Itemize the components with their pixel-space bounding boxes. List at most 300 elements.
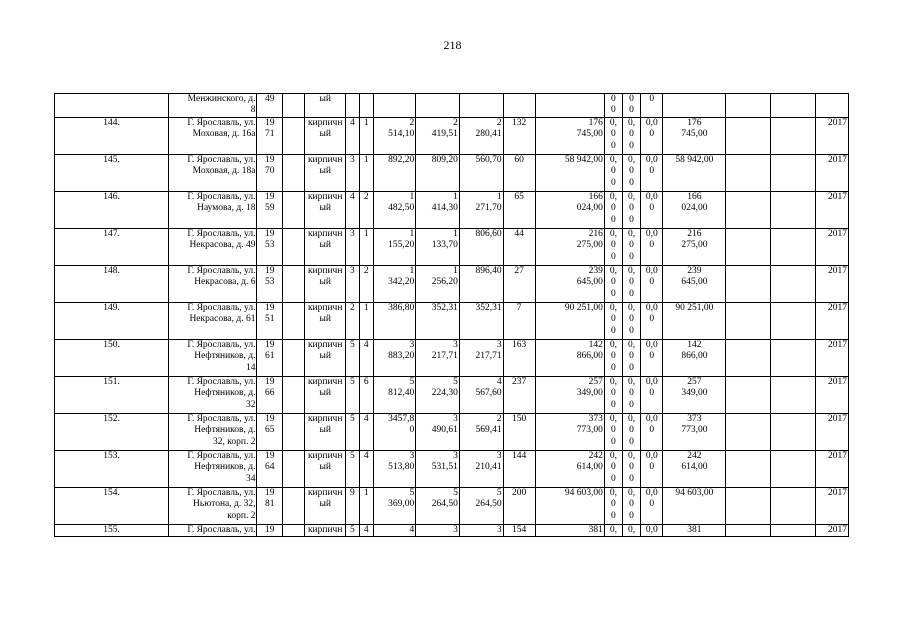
address-cell (169, 451, 257, 488)
cost-line: 242 (588, 451, 603, 461)
empty-cell (771, 340, 816, 377)
fund-1-line: 0 (611, 436, 616, 447)
area-living-cell (416, 118, 460, 155)
fund-2-line: 0 (629, 510, 634, 521)
area-residential-cell (459, 414, 503, 451)
build-year-line: 19 (265, 488, 275, 498)
fund-3-cell (641, 94, 663, 118)
wall-material-line: кирпичн (307, 229, 343, 239)
area-living-cell (416, 94, 460, 118)
wall-material-line: ый (319, 351, 331, 362)
table-row (55, 94, 849, 118)
fund-2-cell (622, 155, 640, 192)
empty-cell (726, 451, 771, 488)
build-year-line: 19 (265, 229, 275, 239)
empty-cell (726, 340, 771, 377)
row-number: 144. (55, 118, 169, 155)
area-living-line: 133,70 (431, 240, 458, 251)
entrances-cell: 4 (359, 451, 373, 488)
build-year-cell (257, 192, 283, 229)
build-year-cell (257, 340, 283, 377)
address-cell (169, 525, 257, 537)
fund-3-line: 0,0 (645, 525, 658, 535)
area-total-line: 514,10 (388, 129, 415, 140)
address-line: Нефтяников, д. (194, 388, 256, 399)
deadline-cell: 2017 (815, 488, 848, 525)
fund-2-cell (622, 377, 640, 414)
fund-3-cell (641, 377, 663, 414)
cost-cell (535, 155, 604, 192)
row-number: 147. (55, 229, 169, 266)
area-total-cell (373, 525, 416, 537)
area-residential-cell (459, 192, 503, 229)
area-total-line: 812,40 (388, 388, 415, 399)
fund-2-line: 0 (629, 425, 634, 436)
fund-1-line: 0 (611, 214, 616, 225)
cost-cell (535, 451, 604, 488)
area-residential-cell (459, 229, 503, 266)
total-cost-line: 216 (687, 229, 702, 239)
cost-line: 90 251,00 (564, 303, 603, 313)
build-year-line: 49 (265, 94, 275, 104)
fund-2-cell (622, 488, 640, 525)
address-line: Г. Ярославль, ул. (187, 340, 256, 350)
fund-2-cell (622, 414, 640, 451)
build-year-line: 59 (265, 203, 275, 214)
wall-material-cell (305, 488, 345, 525)
fund-2-line: 0 (629, 473, 634, 484)
address-line: 34 (245, 473, 256, 484)
address-line: Г. Ярославль, ул. (187, 303, 256, 313)
area-total-line: 5 (409, 377, 415, 387)
wall-material-cell (305, 155, 345, 192)
total-cost-line: 142 (687, 340, 702, 350)
fund-3-line: 0 (649, 425, 655, 436)
empty-cell (771, 229, 816, 266)
area-residential-line: 5 (496, 488, 502, 498)
wall-material-line: ый (319, 129, 331, 140)
area-living-cell (416, 377, 460, 414)
build-year-line: 19 (265, 155, 275, 165)
fund-2-line: 0, (627, 303, 636, 313)
empty-cell (283, 303, 305, 340)
fund-3-line: 0 (649, 166, 655, 177)
area-residential-cell (459, 488, 503, 525)
fund-2-cell (622, 525, 640, 537)
area-total-cell (373, 377, 416, 414)
total-cost-cell (663, 192, 726, 229)
address-line: Г. Ярославль, ул. (187, 192, 256, 202)
fund-3-cell (641, 340, 663, 377)
cost-line: 166 (588, 192, 603, 202)
fund-3-line: 0,0 (645, 377, 658, 387)
area-total-line: 3457,8 (388, 414, 415, 424)
area-living-cell (416, 340, 460, 377)
area-living-line: 490,61 (431, 425, 458, 436)
cost-cell (535, 266, 604, 303)
address-line: Ньютона, д. 32, (193, 499, 256, 510)
fund-2-cell (622, 94, 640, 118)
total-cost-line: 239 (687, 266, 702, 276)
build-year-line: 53 (265, 240, 275, 251)
address-line: Г. Ярославль, ул. (187, 118, 256, 128)
area-living-cell (416, 303, 460, 340)
fund-3-line: 0 (649, 462, 655, 473)
area-total-cell (373, 192, 416, 229)
fund-2-line: 0, (627, 340, 636, 350)
build-year-line: 19 (265, 525, 275, 535)
fund-2-line: 0 (629, 436, 634, 447)
deadline-cell: 2017 (815, 155, 848, 192)
wall-material-line: кирпичн (307, 451, 343, 461)
empty-cell (726, 525, 771, 537)
build-year-line: 66 (265, 388, 275, 399)
floors-cell: 5 (345, 414, 359, 451)
empty-cell (771, 266, 816, 303)
fund-3-line: 0 (649, 388, 655, 399)
area-residential-line: 217,71 (475, 351, 502, 362)
fund-3-cell (641, 488, 663, 525)
area-residential-cell (459, 118, 503, 155)
address-line: 14 (245, 362, 256, 373)
area-living-line: 414,30 (431, 203, 458, 214)
fund-1-line: 0 (611, 140, 616, 151)
area-living-line: 217,71 (431, 351, 458, 362)
total-cost-cell (663, 488, 726, 525)
area-living-line: 5 (453, 377, 458, 387)
page-number: 218 (443, 38, 462, 52)
table-row (55, 118, 849, 155)
wall-material-line: ый (319, 203, 331, 214)
area-total-line: 386,80 (388, 303, 415, 313)
fund-3-cell (641, 525, 663, 537)
empty-cell (771, 118, 816, 155)
table-row (55, 340, 849, 377)
fund-3-cell (641, 414, 663, 451)
address-line: Моховая, д. 18а (192, 166, 256, 177)
empty-cell (726, 94, 771, 118)
fund-2-line: 0, (627, 377, 636, 387)
area-residential-line: 560,70 (475, 155, 502, 165)
fund-2-line: 0 (629, 251, 634, 262)
entrances-cell: 6 (359, 377, 373, 414)
address-line: Г. Ярославль, ул. (187, 377, 256, 387)
fund-1-line: 0 (611, 462, 616, 473)
fund-1-line: 0, (609, 451, 617, 461)
fund-3-cell (641, 192, 663, 229)
fund-2-cell (622, 451, 640, 488)
area-residential-line: 896,40 (475, 266, 502, 276)
row-number: 148. (55, 266, 169, 303)
area-residential-cell (459, 94, 503, 118)
address-line: Г. Ярославль, ул. (187, 266, 256, 276)
address-cell (169, 266, 257, 303)
row-number: 145. (55, 155, 169, 192)
area-residential-cell (459, 377, 503, 414)
cost-line: 745,00 (576, 129, 603, 140)
entrances-cell: 1 (359, 488, 373, 525)
area-living-line: 531,51 (431, 462, 458, 473)
total-cost-line: 349,00 (681, 388, 708, 399)
fund-2-line: 0 (629, 499, 634, 510)
cost-cell (535, 118, 604, 155)
fund-2-line: 0 (629, 140, 634, 151)
fund-1-line: 0 (611, 288, 616, 299)
floors-cell: 3 (345, 229, 359, 266)
total-cost-cell (663, 266, 726, 303)
entrances-cell: 2 (359, 266, 373, 303)
empty-cell (771, 377, 816, 414)
area-residential-line: 1 (496, 192, 502, 202)
empty-cell (283, 451, 305, 488)
build-year-line: 19 (265, 118, 275, 128)
area-living-line: 264,50 (431, 499, 458, 510)
area-living-line: 352,31 (431, 303, 458, 313)
fund-1-line: 0, (609, 229, 617, 239)
fund-2-line: 0, (627, 525, 636, 535)
residents-cell (503, 94, 535, 118)
empty-cell (771, 488, 816, 525)
cost-line: 94 603,00 (564, 488, 603, 498)
empty-cell (771, 414, 816, 451)
fund-1-line: 0 (611, 425, 616, 436)
address-line: Нефтяников, д. (194, 425, 256, 436)
address-cell (169, 488, 257, 525)
address-line: Нефтяников, д. (194, 351, 256, 362)
floors-cell: 4 (345, 118, 359, 155)
area-residential-cell (459, 525, 503, 537)
build-year-line: 19 (265, 192, 275, 202)
wall-material-line: кирпичн (307, 118, 343, 128)
area-living-line: 3 (453, 414, 458, 424)
floors-cell (345, 94, 359, 118)
row-number: 150. (55, 340, 169, 377)
wall-material-cell (305, 192, 345, 229)
wall-material-line: ый (319, 314, 331, 325)
area-living-line: 1 (453, 192, 458, 202)
wall-material-cell (305, 340, 345, 377)
residents-cell: 163 (503, 340, 535, 377)
wall-material-cell (305, 525, 345, 537)
cost-line: 257 (588, 377, 603, 387)
area-residential-line: 3 (496, 451, 502, 461)
fund-1-cell (604, 266, 622, 303)
total-cost-line: 275,00 (681, 240, 708, 251)
total-cost-cell (663, 118, 726, 155)
fund-2-line: 0, (627, 229, 636, 239)
build-year-cell (257, 303, 283, 340)
fund-1-line: 0, (609, 488, 617, 498)
area-total-line: 3 (409, 340, 415, 350)
fund-3-cell (641, 451, 663, 488)
total-cost-line: 645,00 (681, 277, 708, 288)
area-total-line: 513,80 (388, 462, 415, 473)
total-cost-cell (663, 414, 726, 451)
cost-line: 349,00 (576, 388, 603, 399)
address-line: корп. 2 (227, 510, 256, 521)
wall-material-line: кирпичн (307, 266, 343, 276)
address-cell (169, 94, 257, 118)
fund-3-line: 0,0 (645, 414, 658, 424)
address-line: Г. Ярославль, ул. (187, 155, 256, 165)
empty-cell (771, 192, 816, 229)
empty-cell (771, 525, 816, 537)
fund-2-cell (622, 266, 640, 303)
empty-cell (283, 118, 305, 155)
fund-2-line: 0, (627, 192, 636, 202)
fund-3-line: 0,0 (645, 340, 658, 350)
address-line: Нефтяников, д. (194, 462, 256, 473)
wall-material-line: ый (319, 277, 331, 288)
fund-3-line: 0,0 (645, 488, 658, 498)
fund-1-line: 0 (611, 166, 616, 177)
area-living-cell (416, 451, 460, 488)
area-living-cell (416, 525, 460, 537)
row-number: 151. (55, 377, 169, 414)
address-line: Г. Ярославль, ул. (187, 488, 256, 498)
area-living-line: 2 (453, 118, 458, 128)
total-cost-line: 614,00 (681, 462, 708, 473)
cost-cell (535, 525, 604, 537)
fund-2-line: 0, (627, 118, 636, 128)
cost-line: 58 942,00 (564, 155, 603, 165)
wall-material-line: ый (319, 499, 331, 510)
address-cell (169, 155, 257, 192)
floors-cell: 3 (345, 155, 359, 192)
address-line: Некрасова, д. 49 (189, 240, 256, 251)
floors-cell: 9 (345, 488, 359, 525)
fund-1-line: 0, (609, 266, 617, 276)
build-year-line: 64 (265, 462, 275, 473)
total-cost-line: 745,00 (681, 129, 708, 140)
wall-material-line: кирпичн (307, 525, 343, 535)
empty-cell (283, 266, 305, 303)
build-year-cell (257, 155, 283, 192)
wall-material-cell (305, 118, 345, 155)
area-total-line: 369,00 (388, 499, 415, 510)
deadline-cell: 2017 (815, 414, 848, 451)
fund-3-line: 0,0 (645, 192, 658, 202)
wall-material-cell (305, 377, 345, 414)
address-line: Некрасова, д. 61 (189, 314, 256, 325)
residents-cell: 154 (503, 525, 535, 537)
fund-2-line: 0 (629, 314, 634, 325)
fund-2-cell (622, 229, 640, 266)
build-year-line: 81 (265, 499, 275, 510)
area-residential-cell (459, 303, 503, 340)
wall-material-line: ый (319, 462, 331, 473)
empty-cell (726, 488, 771, 525)
empty-cell (283, 377, 305, 414)
fund-2-line: 0 (629, 105, 634, 116)
table-row (55, 303, 849, 340)
deadline-cell: 2017 (815, 118, 848, 155)
area-living-line: 3 (453, 525, 458, 535)
area-total-cell (373, 94, 416, 118)
fund-1-line: 0 (611, 362, 616, 373)
area-total-line: 1 (409, 229, 415, 239)
area-residential-line: 3 (496, 340, 502, 350)
row-number: 146. (55, 192, 169, 229)
empty-cell (283, 340, 305, 377)
floors-cell: 4 (345, 192, 359, 229)
residents-cell: 27 (503, 266, 535, 303)
empty-cell (283, 229, 305, 266)
table-row (55, 192, 849, 229)
build-year-cell (257, 266, 283, 303)
area-residential-line: 806,60 (475, 229, 502, 239)
table-row (55, 377, 849, 414)
area-total-line: 883,20 (388, 351, 415, 362)
build-year-cell (257, 488, 283, 525)
address-line: Г. Ярославль, ул. (187, 414, 256, 424)
row-number: 155. (55, 525, 169, 537)
cost-line: 176 (588, 118, 603, 128)
area-total-line: 5 (409, 488, 415, 498)
empty-cell (283, 192, 305, 229)
wall-material-cell (305, 451, 345, 488)
total-cost-line: 176 (687, 118, 702, 128)
wall-material-cell (305, 303, 345, 340)
fund-2-line: 0, (627, 266, 636, 276)
fund-2-line: 0 (629, 129, 634, 140)
cost-line: 866,00 (576, 351, 603, 362)
fund-1-cell (604, 377, 622, 414)
residents-cell: 7 (503, 303, 535, 340)
wall-material-cell (305, 414, 345, 451)
fund-1-line: 0 (611, 277, 616, 288)
fund-2-line: 0 (629, 462, 634, 473)
fund-2-line: 0 (629, 362, 634, 373)
fund-1-line: 0 (611, 499, 616, 510)
total-cost-cell (663, 94, 726, 118)
address-line: Моховая, д. 16а (192, 129, 256, 140)
empty-cell (771, 451, 816, 488)
fund-2-line: 0 (629, 240, 634, 251)
empty-cell (726, 229, 771, 266)
fund-1-line: 0, (609, 414, 617, 424)
empty-cell (283, 525, 305, 537)
table-row (55, 229, 849, 266)
cost-line: 381 (588, 525, 603, 535)
total-cost-line: 024,00 (681, 203, 708, 214)
fund-3-cell (641, 229, 663, 266)
area-total-line: 482,50 (388, 203, 415, 214)
area-living-line: 5 (453, 488, 458, 498)
fund-3-line: 0 (649, 203, 655, 214)
area-residential-line: 352,31 (475, 303, 502, 313)
floors-cell: 5 (345, 340, 359, 377)
address-line: 8 (250, 105, 256, 116)
build-year-cell (257, 414, 283, 451)
empty-cell (771, 303, 816, 340)
fund-3-line: 0,0 (645, 451, 658, 461)
fund-3-line: 0 (649, 499, 655, 510)
build-year-cell (257, 451, 283, 488)
fund-2-line: 0, (627, 155, 636, 165)
deadline-cell: 2017 (815, 451, 848, 488)
residents-cell: 132 (503, 118, 535, 155)
total-cost-line: 866,00 (681, 351, 708, 362)
residents-cell: 44 (503, 229, 535, 266)
empty-cell (726, 414, 771, 451)
address-line: 32, корп. 2 (213, 436, 256, 447)
wall-material-line: кирпичн (307, 155, 343, 165)
fund-1-line: 0 (611, 177, 616, 188)
entrances-cell: 1 (359, 229, 373, 266)
floors-cell: 5 (345, 377, 359, 414)
fund-1-line: 0 (611, 473, 616, 484)
